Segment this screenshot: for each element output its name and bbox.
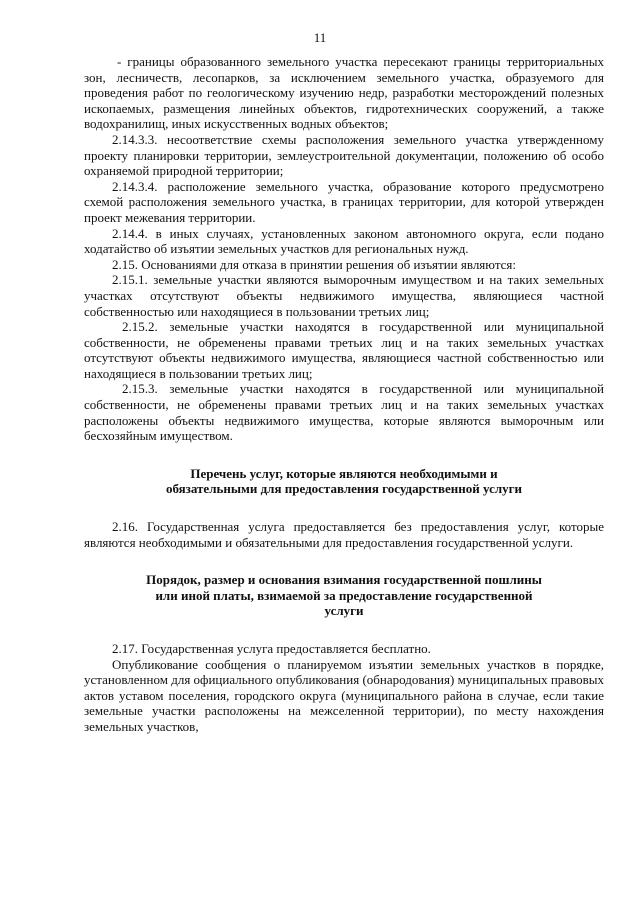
paragraph-2-15-1: 2.15.1. земельные участки являются выморочным имуществом и на таких земельных участках отсутствуют объекты недвижимого имущества, являющиеся частной собственностью или находящиеся в пользовании третьих лиц; xyxy=(84,272,604,319)
heading-line: Перечень услуг, которые являются необходимыми и xyxy=(190,465,498,481)
heading-line: Порядок, размер и основания взимания государственной пошлины xyxy=(146,572,542,588)
paragraph-2-15-2: 2.15.2. земельные участки находятся в государственной или муниципальной собственности, не обременены правами третьих лиц и на таких земельных участках отсутствуют объекты недвижимого имущества, являющиеся частной собственностью или находящиеся в пользовании третьих лиц; xyxy=(84,319,604,381)
paragraph-2-15-3: 2.15.3. земельные участки находятся в государственной или муниципальной собственности, не обременены правами третьих лиц и на таких земельных участках расположены объекты недвижимого имущества, которые являются выморочным или бесхозяйным имуществом. xyxy=(84,381,604,444)
heading-line: услуги xyxy=(324,603,364,619)
document-body xyxy=(84,54,604,735)
paragraph-publication: Опубликование сообщения о планируемом изъятии земельных участков в порядке, установленном для официального опубликования (обнародования) муниципальных правовых актов уставом поселения, городского округа (муниципального района в случае, если такие земельные участки расположены на межселенной территории), по месту нахождения земельных участков, xyxy=(84,656,604,734)
section-heading-required-services xyxy=(84,466,604,497)
heading-line: обязательными для предоставления государственной услуги xyxy=(165,481,523,497)
heading-line: или иной платы, взимаемой за предоставление государственной xyxy=(155,587,533,603)
paragraph-boundaries: - границы образованного земельного участка пересекают границы территориальных зон, лесничеств, лесопарков, за исключением земельного участка, образуемого для проведения работ по геологическому изучению недр, разработки месторождений полезных ископаемых, размещения линейных объектов, гидротехнических сооружений, а также водохранилищ, иных искусственных водных объектов; xyxy=(84,54,604,132)
paragraph-2-15: 2.15. Основаниями для отказа в принятии решения об изъятии являются: xyxy=(112,256,517,272)
section-heading-state-fee xyxy=(84,572,604,619)
paragraph-2-14-4: 2.14.4. в иных случаях, установленных законом автономного округа, если подано ходатайство об изъятии земельных участков для региональных нужд. xyxy=(84,225,604,257)
paragraph-2-14-3-4: 2.14.3.4. расположение земельного участка, образование которого предусмотрено схемой расположения земельного участка, в границах территории, для которой утвержден проект межевания территории. xyxy=(84,178,604,225)
paragraph-2-17: 2.17. Государственная услуга предоставляется бесплатно. xyxy=(112,641,431,656)
page-number: 11 xyxy=(313,30,327,45)
paragraph-2-16: 2.16. Государственная услуга предоставляется без предоставления услуг, которые являются необходимыми и обязательными для предоставления государственной услуги. xyxy=(84,519,604,550)
paragraph-2-14-3-3: 2.14.3.3. несоответствие схемы расположения земельного участка утвержденному проекту планировки территории, землеустроительной документации, положению об особо охраняемой природной территории; xyxy=(84,131,604,179)
